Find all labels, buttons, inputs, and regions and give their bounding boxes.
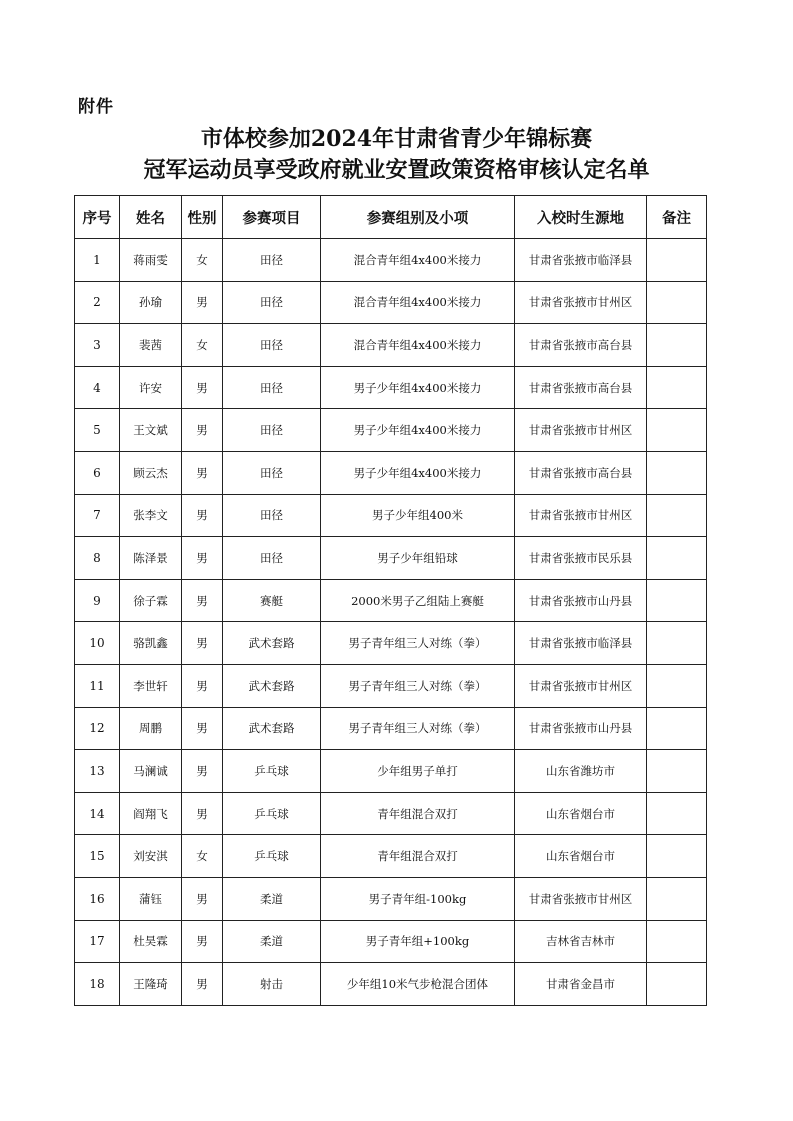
cell-name: 孙瑜 [120, 281, 182, 324]
table-row [75, 579, 707, 622]
cell-category: 混合青年组4x400米接力 [321, 239, 515, 282]
cell-origin: 甘肃省张掖市高台县 [515, 451, 647, 494]
cell-category: 青年组混合双打 [321, 835, 515, 878]
cell-index: 12 [75, 707, 120, 750]
cell-remarks [647, 324, 707, 367]
cell-category: 青年组混合双打 [321, 792, 515, 835]
table-row [75, 622, 707, 665]
cell-gender: 女 [182, 239, 223, 282]
cell-event: 乒乓球 [223, 792, 321, 835]
table-row [75, 877, 707, 920]
cell-gender: 男 [182, 792, 223, 835]
cell-name: 王文斌 [120, 409, 182, 452]
cell-event: 田径 [223, 451, 321, 494]
cell-gender: 男 [182, 664, 223, 707]
cell-category: 男子少年组铅球 [321, 537, 515, 580]
cell-category: 男子青年组+100kg [321, 920, 515, 963]
cell-event: 田径 [223, 537, 321, 580]
cell-name: 马澜诚 [120, 750, 182, 793]
cell-gender: 男 [182, 707, 223, 750]
cell-origin: 吉林省吉林市 [515, 920, 647, 963]
cell-category: 少年组10米气步枪混合团体 [321, 963, 515, 1006]
cell-index: 18 [75, 963, 120, 1006]
cell-origin: 甘肃省张掖市甘州区 [515, 494, 647, 537]
table-row [75, 792, 707, 835]
table-row [75, 664, 707, 707]
cell-origin: 山东省烟台市 [515, 835, 647, 878]
cell-name: 张李文 [120, 494, 182, 537]
cell-remarks [647, 664, 707, 707]
cell-index: 8 [75, 537, 120, 580]
cell-gender: 男 [182, 920, 223, 963]
table-row [75, 451, 707, 494]
cell-origin: 甘肃省张掖市民乐县 [515, 537, 647, 580]
cell-gender: 男 [182, 366, 223, 409]
cell-remarks [647, 537, 707, 580]
cell-category: 男子青年组三人对练（拳） [321, 622, 515, 665]
cell-remarks [647, 366, 707, 409]
cell-origin: 山东省烟台市 [515, 792, 647, 835]
cell-gender: 男 [182, 963, 223, 1006]
cell-category: 混合青年组4x400米接力 [321, 281, 515, 324]
cell-origin: 甘肃省张掖市山丹县 [515, 579, 647, 622]
cell-remarks [647, 451, 707, 494]
cell-origin: 甘肃省张掖市临泽县 [515, 239, 647, 282]
cell-name: 顾云杰 [120, 451, 182, 494]
cell-event: 田径 [223, 366, 321, 409]
cell-category: 男子青年组三人对练（拳） [321, 707, 515, 750]
cell-event: 柔道 [223, 877, 321, 920]
table-body [75, 239, 707, 1006]
cell-event: 田径 [223, 239, 321, 282]
cell-name: 李世轩 [120, 664, 182, 707]
table-row [75, 750, 707, 793]
cell-category: 男子青年组三人对练（拳） [321, 664, 515, 707]
cell-remarks [647, 281, 707, 324]
cell-index: 6 [75, 451, 120, 494]
cell-name: 周鹏 [120, 707, 182, 750]
header-event: 参赛项目 [223, 196, 321, 239]
cell-remarks [647, 920, 707, 963]
cell-index: 5 [75, 409, 120, 452]
table-row [75, 707, 707, 750]
cell-remarks [647, 622, 707, 665]
table-row [75, 963, 707, 1006]
table-row [75, 835, 707, 878]
cell-event: 武术套路 [223, 664, 321, 707]
cell-gender: 男 [182, 451, 223, 494]
header-gender: 性别 [182, 196, 223, 239]
cell-index: 16 [75, 877, 120, 920]
cell-event: 田径 [223, 281, 321, 324]
cell-remarks [647, 750, 707, 793]
cell-name: 许安 [120, 366, 182, 409]
cell-gender: 男 [182, 281, 223, 324]
cell-event: 田径 [223, 409, 321, 452]
cell-gender: 男 [182, 750, 223, 793]
cell-gender: 女 [182, 835, 223, 878]
cell-origin: 甘肃省张掖市临泽县 [515, 622, 647, 665]
cell-event: 田径 [223, 324, 321, 367]
table-row [75, 324, 707, 367]
cell-category: 混合青年组4x400米接力 [321, 324, 515, 367]
cell-index: 4 [75, 366, 120, 409]
cell-gender: 男 [182, 537, 223, 580]
table-row [75, 366, 707, 409]
cell-category: 男子少年组4x400米接力 [321, 409, 515, 452]
cell-name: 刘安淇 [120, 835, 182, 878]
cell-event: 乒乓球 [223, 750, 321, 793]
cell-index: 2 [75, 281, 120, 324]
cell-remarks [647, 963, 707, 1006]
header-name: 姓名 [120, 196, 182, 239]
cell-remarks [647, 579, 707, 622]
header-index: 序号 [75, 196, 120, 239]
cell-gender: 男 [182, 409, 223, 452]
cell-event: 赛艇 [223, 579, 321, 622]
cell-gender: 男 [182, 622, 223, 665]
cell-index: 1 [75, 239, 120, 282]
cell-category: 男子少年组4x400米接力 [321, 451, 515, 494]
table-row [75, 494, 707, 537]
cell-index: 10 [75, 622, 120, 665]
cell-name: 蒋雨雯 [120, 239, 182, 282]
table-row [75, 239, 707, 282]
cell-name: 杜昊霖 [120, 920, 182, 963]
cell-event: 射击 [223, 963, 321, 1006]
cell-gender: 女 [182, 324, 223, 367]
cell-gender: 男 [182, 494, 223, 537]
cell-event: 田径 [223, 494, 321, 537]
table-row [75, 409, 707, 452]
cell-category: 男子少年组400米 [321, 494, 515, 537]
cell-event: 武术套路 [223, 622, 321, 665]
cell-name: 王隆琦 [120, 963, 182, 1006]
cell-origin: 甘肃省张掖市甘州区 [515, 877, 647, 920]
cell-index: 14 [75, 792, 120, 835]
cell-index: 7 [75, 494, 120, 537]
cell-index: 11 [75, 664, 120, 707]
cell-remarks [647, 835, 707, 878]
cell-gender: 男 [182, 579, 223, 622]
table-row [75, 281, 707, 324]
table-row [75, 920, 707, 963]
cell-index: 9 [75, 579, 120, 622]
cell-origin: 甘肃省张掖市高台县 [515, 324, 647, 367]
cell-remarks [647, 792, 707, 835]
cell-remarks [647, 877, 707, 920]
cell-remarks [647, 409, 707, 452]
cell-index: 13 [75, 750, 120, 793]
cell-category: 男子青年组-100kg [321, 877, 515, 920]
header-origin: 入校时生源地 [515, 196, 647, 239]
cell-origin: 甘肃省张掖市甘州区 [515, 409, 647, 452]
cell-origin: 山东省潍坊市 [515, 750, 647, 793]
cell-name: 裴茜 [120, 324, 182, 367]
cell-origin: 甘肃省金昌市 [515, 963, 647, 1006]
cell-event: 武术套路 [223, 707, 321, 750]
cell-category: 2000米男子乙组陆上赛艇 [321, 579, 515, 622]
cell-index: 3 [75, 324, 120, 367]
cell-name: 徐子霖 [120, 579, 182, 622]
cell-category: 男子少年组4x400米接力 [321, 366, 515, 409]
athlete-roster-table [74, 195, 707, 1006]
cell-index: 17 [75, 920, 120, 963]
attachment-label: 附件 [78, 97, 114, 117]
cell-name: 陈泽景 [120, 537, 182, 580]
cell-remarks [647, 494, 707, 537]
cell-event: 乒乓球 [223, 835, 321, 878]
cell-origin: 甘肃省张掖市山丹县 [515, 707, 647, 750]
cell-origin: 甘肃省张掖市高台县 [515, 366, 647, 409]
cell-gender: 男 [182, 877, 223, 920]
cell-index: 15 [75, 835, 120, 878]
document-title-line-1: 市体校参加2024年甘肃省青少年锦标赛 [200, 126, 593, 152]
cell-category: 少年组男子单打 [321, 750, 515, 793]
cell-origin: 甘肃省张掖市甘州区 [515, 664, 647, 707]
document-title-line-2: 冠军运动员享受政府就业安置政策资格审核认定名单 [143, 157, 650, 183]
cell-event: 柔道 [223, 920, 321, 963]
table-row [75, 537, 707, 580]
header-remarks: 备注 [647, 196, 707, 239]
cell-name: 阎翔飞 [120, 792, 182, 835]
cell-name: 骆凯鑫 [120, 622, 182, 665]
table-header-row [75, 196, 707, 239]
cell-remarks [647, 239, 707, 282]
cell-origin: 甘肃省张掖市甘州区 [515, 281, 647, 324]
cell-name: 蒲钰 [120, 877, 182, 920]
header-category: 参赛组别及小项 [321, 196, 515, 239]
cell-remarks [647, 707, 707, 750]
